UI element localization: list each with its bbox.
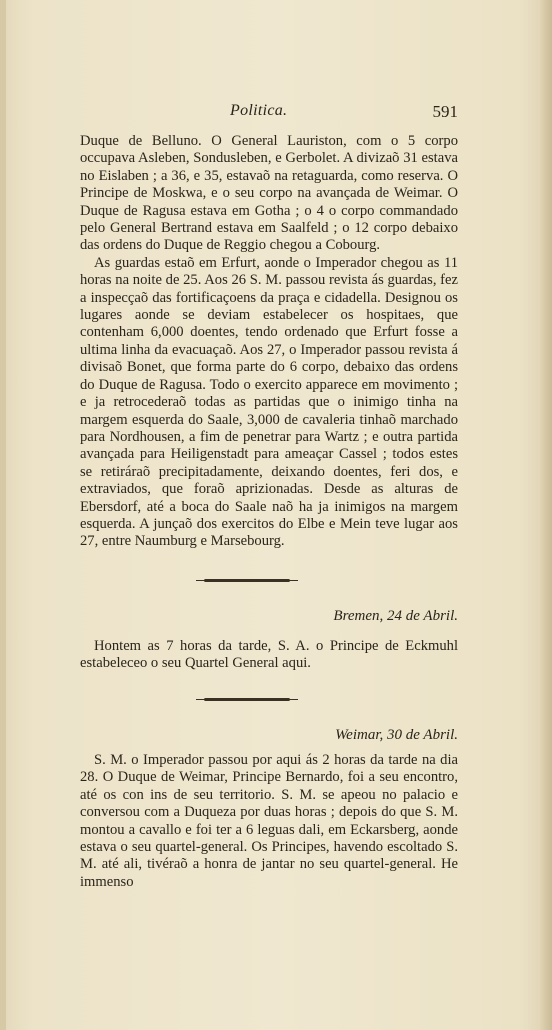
section-divider xyxy=(204,579,290,582)
dateline-weimar: Weimar, 30 de Abril. xyxy=(335,727,458,743)
paragraph: As guardas estaõ em Erfurt, aonde o Imperador chegou as 11 horas na noite de 25. Aos 26 S. M. passou revista ás guardas, fez a inspecçaõ das fortificaçoens da praça e cidadella. Designou os lugares aonde se deviam estabelecer os hospitaes, que contenham 6,000 doentes, tendo ordenado que Erfurt fosse a ultima linha da evacuaçaõ. Aos 27, o Imperador passou revista á divisaõ Bonet, que forma parte do 6 corpo, debaixo das ordens do Duque de Ragusa. Todo o exercito apparece em movimento ; e ja retrocederaõ todas as partidas que o inimigo tinha na margem esquerda do Saale, 3,000 de cavaleria tinhaõ marchado para Nordhousen, a fim de penetrar para Wartz ; e outra partida avançada para Heiligenstadt para ameaçar Cassel ; todos estes se retiráraõ precipitadamente, deixando doentes, feri dos, e extraviados, que foraõ aprizionadas. Desde as alturas de Ebersdorf, até a boca do Saale naõ ha ja inimigos na margem esquerda. A junçaõ dos exercitos do Elbe e Mein teve lugar aos 27, entre Naumburg e Marsebourg. xyxy=(80,254,458,550)
paragraph: S. M. o Imperador passou por aqui ás 2 horas da tarde na dia 28. O Duque de Weimar, Principe Bernardo, foi a seu encontro, até os con ins de seu territorio. S. M. se apeou no palacio e conversou com a Duqueza por duas horas ; depois do que S. M. montou a cavallo e foi ter a 6 leguas dali, em Eckarsberg, aonde estava o seu quartel-general. Os Principes, havendo escoltado S. M. até ali, tivéraõ a honra de jantar no seu quartel-general. He immenso xyxy=(80,752,458,890)
page-gutter-shadow xyxy=(0,0,6,1030)
section-2-text xyxy=(80,638,458,673)
section-1-text xyxy=(80,133,458,551)
page-edge-shadow xyxy=(540,0,552,1030)
running-head: Politica. xyxy=(230,102,288,119)
dateline-bremen: Bremen, 24 de Abril. xyxy=(333,608,458,624)
page-header xyxy=(80,102,458,126)
paragraph: Hontem as 7 horas da tarde, S. A. o Principe de Eckmuhl estabeleceo o seu Quartel General aqui. xyxy=(80,638,458,672)
section-3-text xyxy=(80,752,458,891)
section-divider xyxy=(204,698,290,701)
paragraph: Duque de Belluno. O General Lauriston, com o 5 corpo occupava Asleben, Sondusleben, e Gerbolet. A divizaõ 31 estava no Eislaben ; a 36, e 35, estavaõ na retaguarda, como reserva. O Principe de Moskwa, e o seu corpo na avançada de Weimar. O Duque de Ragusa estava em Gotha ; o 4 o corpo commandado pelo General Bertrand estava em Saalfeld ; o 12 corpo debaixo das ordens do Duque de Reggio chegou a Cobourg. xyxy=(80,133,458,254)
page-number: 591 xyxy=(432,102,458,121)
